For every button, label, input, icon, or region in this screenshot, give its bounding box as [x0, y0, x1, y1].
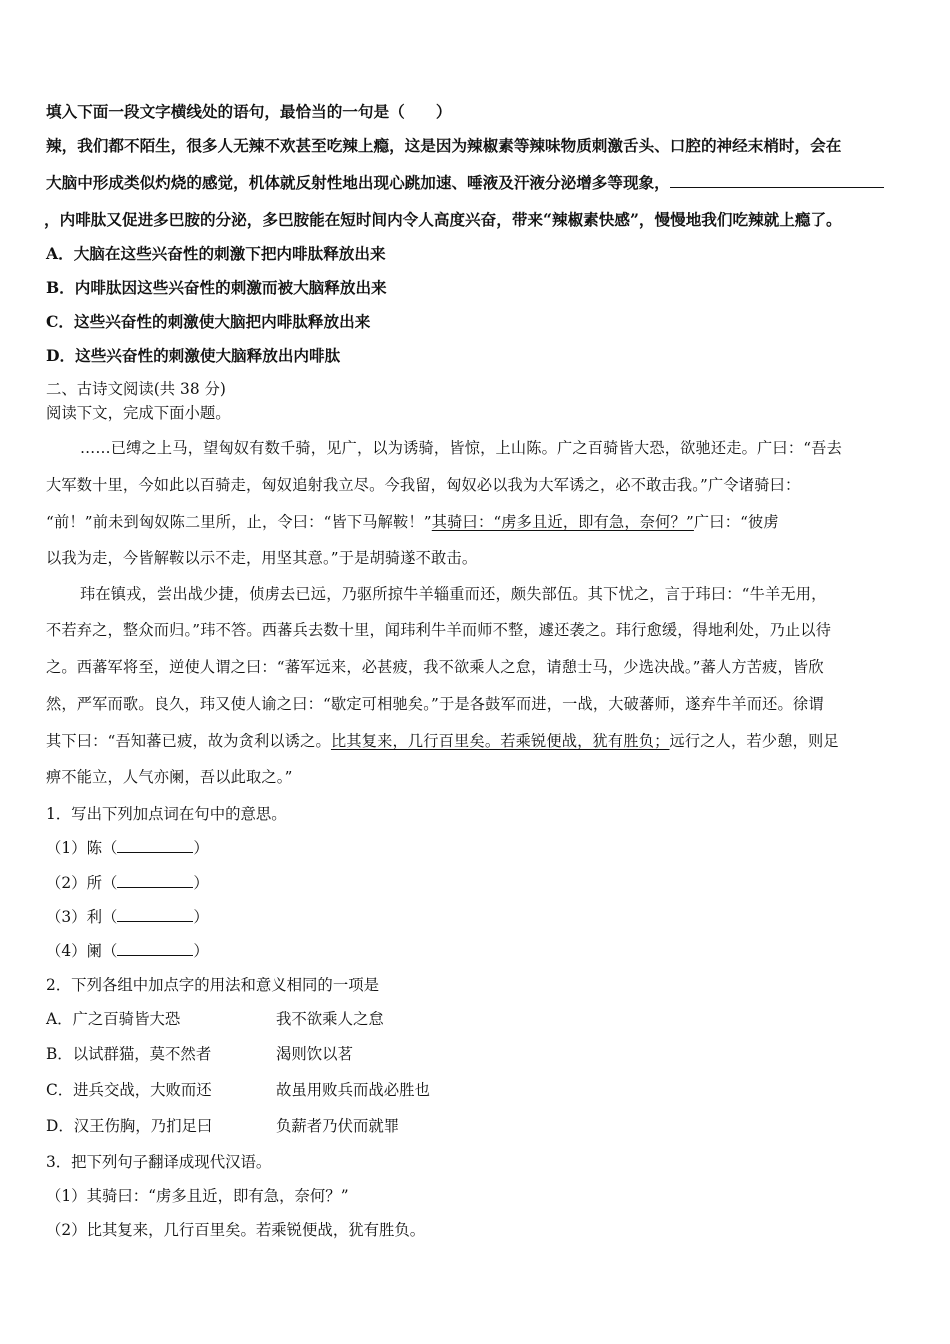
underlined-sentence: 比其复来，几行百里矣。若乘锐便战，犹有胜负；: [330, 732, 670, 750]
fill-question-stem: 填入下面一段文字横线处的语句，最恰当的一句是（ ）: [46, 102, 452, 121]
option-a[interactable]: A．大脑在这些兴奋性的刺激下把内啡肽释放出来: [46, 244, 386, 263]
q2-option-right: 故虽用败兵而战必胜也: [276, 1081, 430, 1099]
passage-text: 广曰：“彼虏: [693, 513, 779, 531]
passage-line: ……已缚之上马，望匈奴有数千骑，见广，以为诱骑，皆惊，上山陈。广之百骑皆大恐，欲驰还走。广曰：“吾去: [80, 439, 842, 457]
option-b[interactable]: B．内啡肽因这些兴奋性的刺激而被大脑释放出来: [46, 278, 387, 297]
option-c[interactable]: C．这些兴奋性的刺激使大脑把内啡肽释放出来: [46, 312, 371, 331]
q2-option-left: B．以试群猫，莫不然者: [46, 1045, 212, 1063]
q2-option-a[interactable]: [46, 1012, 606, 1027]
answer-blank[interactable]: [670, 187, 884, 188]
passage-line: 然，严军而歌。良久，玮又使人谕之曰：“歇定可相驰矣。”于是各鼓军而进，一战，大破蕃师，遂弃牛羊而还。徐谓: [46, 695, 824, 713]
q1-item-label: （4）阑（: [46, 942, 118, 960]
q3-item-2: （2）比其复来，几行百里矣。若乘锐便战，犹有胜负。: [46, 1221, 426, 1239]
underlined-sentence: 其骑曰：“虏多且近，即有急，奈何？”: [431, 513, 694, 531]
q2-option-left: A．广之百骑皆大恐: [46, 1010, 181, 1028]
q2-option-right: 负薪者乃伏而就罪: [276, 1117, 400, 1135]
passage-text: 远行之人，若少憩，则足: [669, 732, 839, 750]
q1-item-label: （3）利（: [46, 908, 118, 926]
passage-line: [46, 515, 779, 530]
q3-item-1: （1）其骑曰：“虏多且近，即有急，奈何？”: [46, 1187, 349, 1205]
q1-item-2: [46, 876, 209, 891]
q1-item-3: [46, 910, 209, 925]
q1-item-close: ）: [193, 874, 209, 892]
q2-option-right: 我不欲乘人之怠: [276, 1010, 384, 1028]
passage-line: 玮在镇戎，尝出战少捷，侦虏去已远，乃驱所掠牛羊辎重而还，颇失部伍。其下忧之，言于玮曰：“牛羊无用，: [80, 585, 827, 603]
answer-blank[interactable]: [117, 852, 193, 853]
q2-option-right: 渴则饮以茗: [276, 1045, 353, 1063]
passage-line: 之。西蕃军将至，逆使人谓之曰：“蕃军远来，必甚疲，我不欲乘人之怠，请憩士马，少选决战。”蕃人方苦疲，皆欣: [46, 658, 824, 676]
passage-line: 大军数十里，今如此以百骑走，匈奴追射我立尽。今我留，匈奴必以我为大军诱之，必不敢击我。”广令诸骑曰：: [46, 476, 801, 494]
q1-item-label: （2）所（: [46, 874, 118, 892]
q2-option-b[interactable]: [46, 1047, 606, 1062]
section-heading: 二、古诗文阅读(共 38 分): [46, 380, 226, 398]
answer-blank[interactable]: [117, 887, 193, 888]
fill-passage-line-1: 辣，我们都不陌生，很多人无辣不欢甚至吃辣上瘾，这是因为辣椒素等辣味物质刺激舌头、口腔的神经末梢时，会在: [46, 136, 842, 155]
passage-line: 不若弃之，整众而归。”玮不答。西蕃兵去数十里，闻玮利牛羊而师不整，遽还袭之。玮行愈缓，得地利处，乃止以待: [46, 621, 832, 639]
passage-text: “前！”前未到匈奴陈二里所，止，令曰：“皆下马解鞍！”: [46, 513, 432, 531]
q2-option-left: C．进兵交战，大败而还: [46, 1081, 212, 1099]
section-instruction: 阅读下文，完成下面小题。: [46, 404, 231, 422]
q1-item-1: [46, 841, 209, 856]
answer-blank[interactable]: [117, 921, 193, 922]
q1-item-close: ）: [193, 942, 209, 960]
q2-option-d[interactable]: [46, 1119, 606, 1134]
fill-passage-line-2: [46, 175, 884, 191]
q2-option-c[interactable]: [46, 1083, 606, 1098]
answer-blank[interactable]: [117, 955, 193, 956]
q1-item-close: ）: [193, 908, 209, 926]
q2-option-left: D．汉王伤胸，乃扪足曰: [46, 1117, 213, 1135]
q1-item-close: ）: [193, 839, 209, 857]
q1-item-label: （1）陈（: [46, 839, 118, 857]
q1-item-4: [46, 944, 209, 959]
option-d[interactable]: D．这些兴奋性的刺激使大脑释放出内啡肽: [46, 346, 341, 365]
passage-line: [46, 734, 839, 749]
passage-line: 以我为走，今皆解鞍以示不走，用坚其意。”于是胡骑遂不敢击。: [46, 549, 478, 567]
q1-stem: 1．写出下列加点词在句中的意思。: [46, 805, 287, 823]
passage-line: 痹不能立，人气亦阑，吾以此取之。”: [46, 768, 293, 786]
passage-text: 其下曰：“吾知蕃已疲，故为贪利以诱之。: [46, 732, 331, 750]
fill-passage-line-2-text: 大脑中形成类似灼烧的感觉，机体就反射性地出现心跳加速、唾液及汗液分泌增多等现象，: [46, 173, 670, 192]
q3-stem: 3．把下列句子翻译成现代汉语。: [46, 1153, 272, 1171]
q2-stem: 2．下列各组中加点字的用法和意义相同的一项是: [46, 976, 379, 994]
fill-passage-line-3: ，内啡肽又促进多巴胺的分泌，多巴胺能在短时间内令人高度兴奋，带来“辣椒素快感”，慢慢地我们吃辣就上瘾了。: [44, 210, 842, 229]
